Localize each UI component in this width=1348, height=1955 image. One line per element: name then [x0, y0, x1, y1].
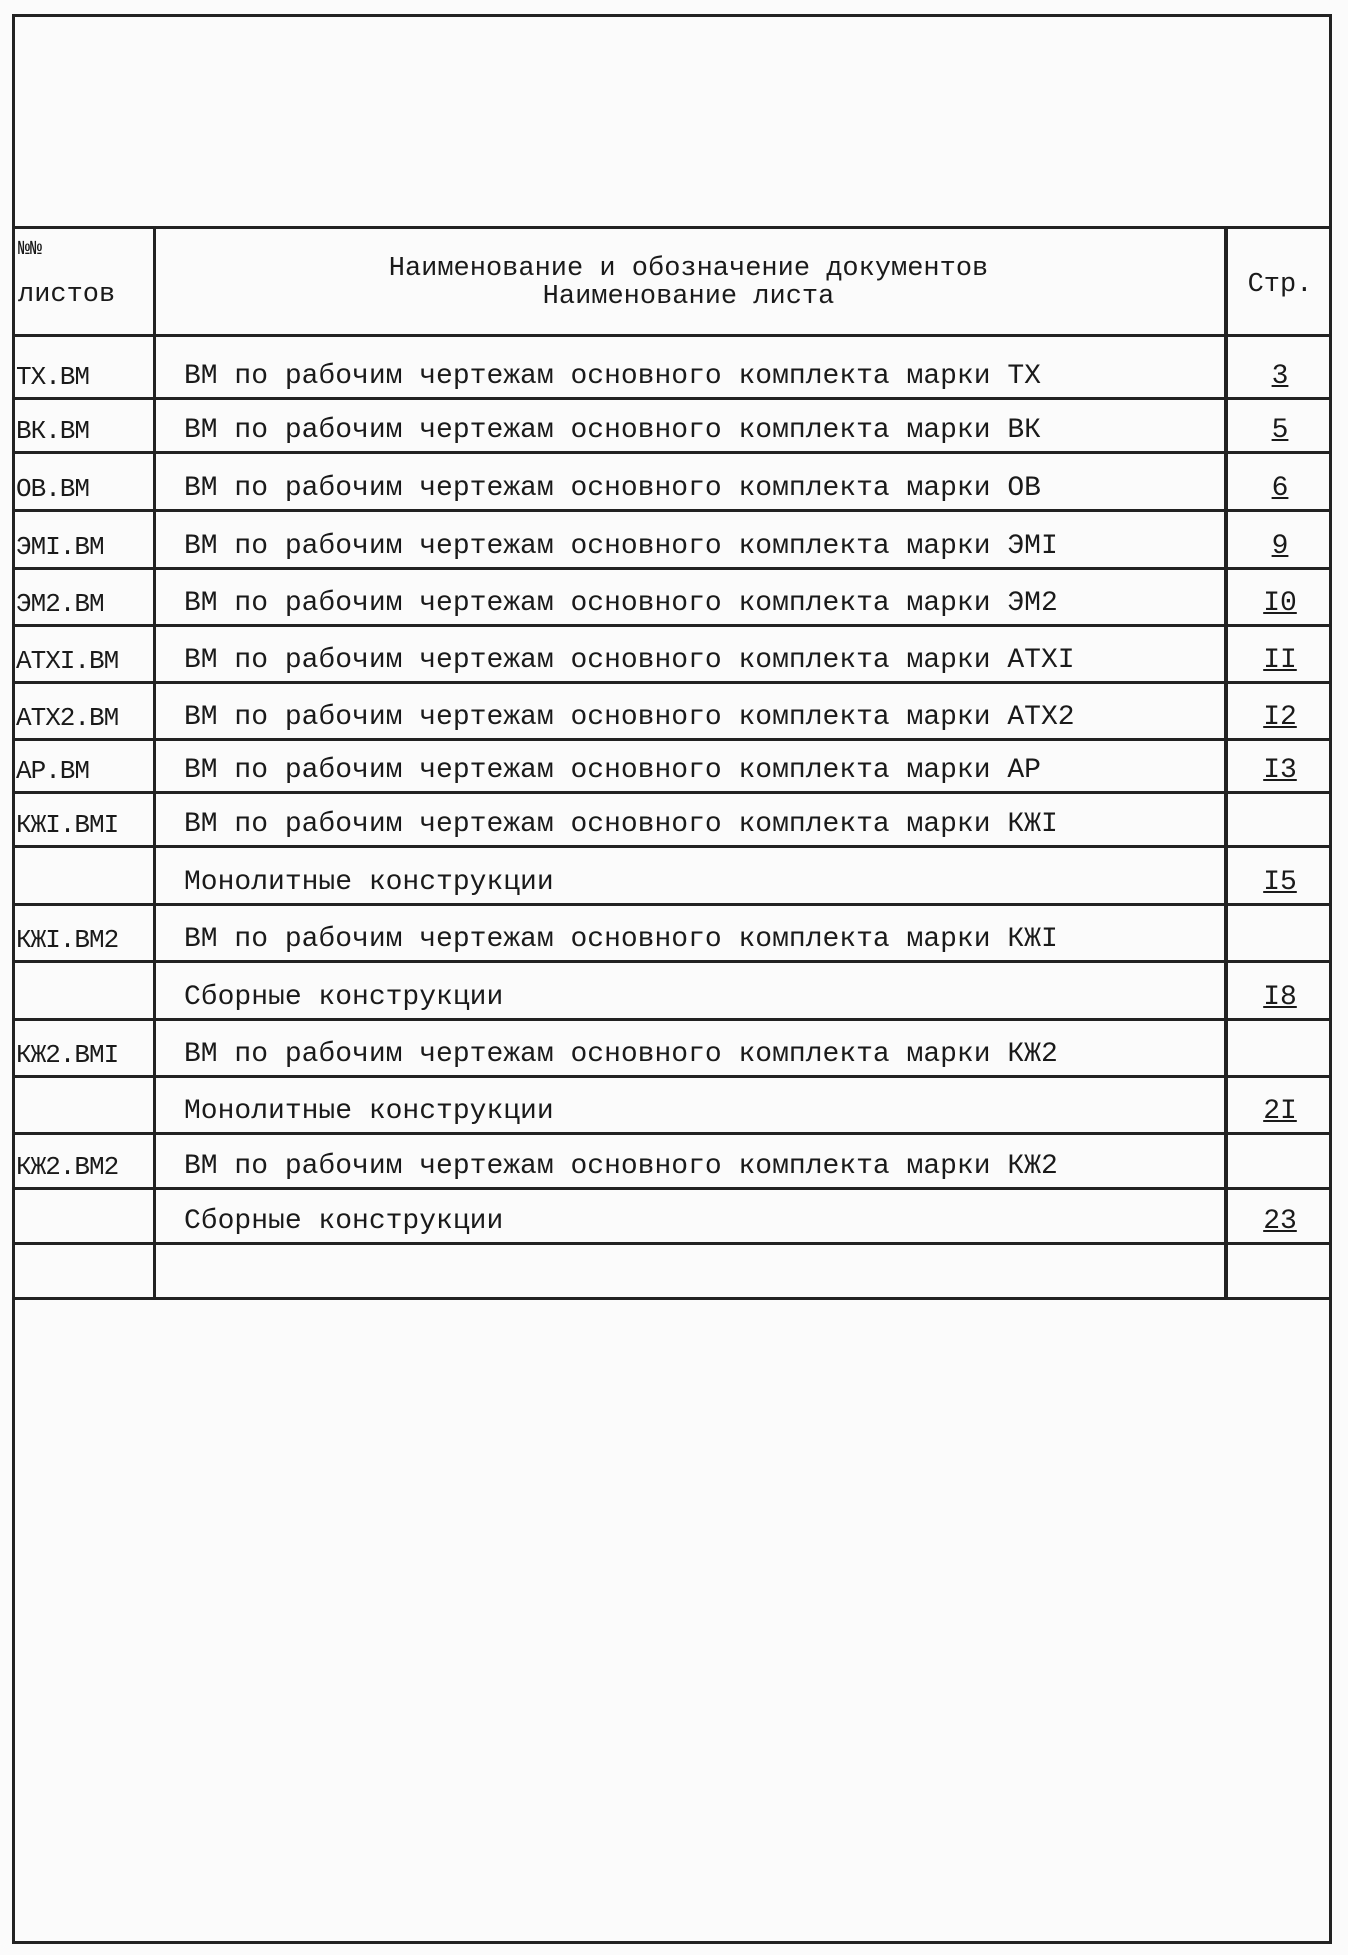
- page-number: I5: [1263, 867, 1297, 898]
- table-row: [12, 334, 1332, 397]
- header-document-name: Наименование и обозначение документов: [388, 254, 989, 284]
- sheet-code: АТХI.ВМ: [16, 646, 119, 676]
- sheet-name: ВМ по рабочим чертежам основного комплекта марки ЭМI: [184, 531, 1058, 562]
- sheet-code: ОВ.ВМ: [16, 474, 90, 504]
- page-number: I0: [1263, 588, 1297, 619]
- table-row: [12, 509, 1332, 567]
- page-number: I3: [1263, 755, 1297, 786]
- table-row: [12, 903, 1332, 960]
- table-row: [12, 1132, 1332, 1187]
- sheet-code: АР.ВМ: [16, 756, 90, 786]
- page-number: II: [1263, 645, 1297, 676]
- sheet-name: ВМ по рабочим чертежам основного комплекта марки АТХI: [184, 645, 1075, 676]
- table-row: [12, 1018, 1332, 1075]
- table-row: [12, 1187, 1332, 1242]
- sheet-code: ЭМI.ВМ: [16, 532, 104, 562]
- table-row: [12, 738, 1332, 791]
- page-number: I2: [1263, 702, 1297, 733]
- table-row: [12, 397, 1332, 451]
- table-row: [12, 1075, 1332, 1132]
- table-row: [12, 451, 1332, 509]
- row-divider: [12, 1297, 1332, 1300]
- table-row: [12, 624, 1332, 681]
- sheet-name: Сборные конструкции: [184, 1206, 504, 1237]
- sheet-name: Монолитные конструкции: [184, 867, 554, 898]
- page-number: 9: [1271, 531, 1289, 562]
- page-number: 23: [1263, 1206, 1297, 1237]
- page-number: I8: [1263, 982, 1297, 1013]
- sheet-code: АТХ2.ВМ: [16, 703, 119, 733]
- sheet-name: ВМ по рабочим чертежам основного комплекта марки ЭМ2: [184, 588, 1058, 619]
- page-number: 5: [1271, 415, 1289, 446]
- table-row: [12, 567, 1332, 624]
- sheet-code: КЖI.ВМI: [16, 810, 119, 840]
- sheet-code: ЭМ2.ВМ: [16, 589, 104, 619]
- sheet-name: ВМ по рабочим чертежам основного комплекта марки ТХ: [184, 361, 1041, 392]
- page-number: 2I: [1263, 1096, 1297, 1127]
- sheet-code: КЖ2.ВМI: [16, 1040, 119, 1070]
- contents-table: [12, 226, 1332, 1299]
- table-top-border: [12, 226, 1332, 229]
- table-row: [12, 1242, 1332, 1297]
- sheet-name: ВМ по рабочим чертежам основного комплекта марки КЖ2: [184, 1039, 1058, 1070]
- sheet-code: ВК.ВМ: [16, 416, 90, 446]
- table-row: [12, 845, 1332, 903]
- sheet-name: ВМ по рабочим чертежам основного комплекта марки КЖI: [184, 809, 1058, 840]
- header-sheet-name: Наименование листа: [542, 282, 835, 312]
- sheet-name: ВМ по рабочим чертежам основного комплекта марки КЖI: [184, 924, 1058, 955]
- page-number: 6: [1271, 473, 1289, 504]
- header-sheets: листов: [18, 280, 116, 310]
- sheet-name: Сборные конструкции: [184, 982, 504, 1013]
- page-number: 3: [1271, 361, 1289, 392]
- sheet-code: КЖ2.ВМ2: [16, 1152, 119, 1182]
- table-row: [12, 791, 1332, 845]
- sheet-name: ВМ по рабочим чертежам основного комплекта марки ВК: [184, 415, 1041, 446]
- sheet-name: ВМ по рабочим чертежам основного комплекта марки КЖ2: [184, 1151, 1058, 1182]
- sheet-code: КЖI.ВМ2: [16, 925, 119, 955]
- sheet-name: ВМ по рабочим чертежам основного комплекта марки АР: [184, 755, 1041, 786]
- table-row: [12, 681, 1332, 738]
- sheet-name: Монолитные конструкции: [184, 1096, 554, 1127]
- header-page: Стр.: [1247, 270, 1313, 300]
- sheet-name: ВМ по рабочим чертежам основного комплекта марки ОВ: [184, 473, 1041, 504]
- table-row: [12, 960, 1332, 1018]
- header-number-mark: №№: [18, 238, 43, 261]
- sheet-name: ВМ по рабочим чертежам основного комплекта марки АТХ2: [184, 702, 1075, 733]
- sheet-code: ТХ.ВМ: [16, 362, 90, 392]
